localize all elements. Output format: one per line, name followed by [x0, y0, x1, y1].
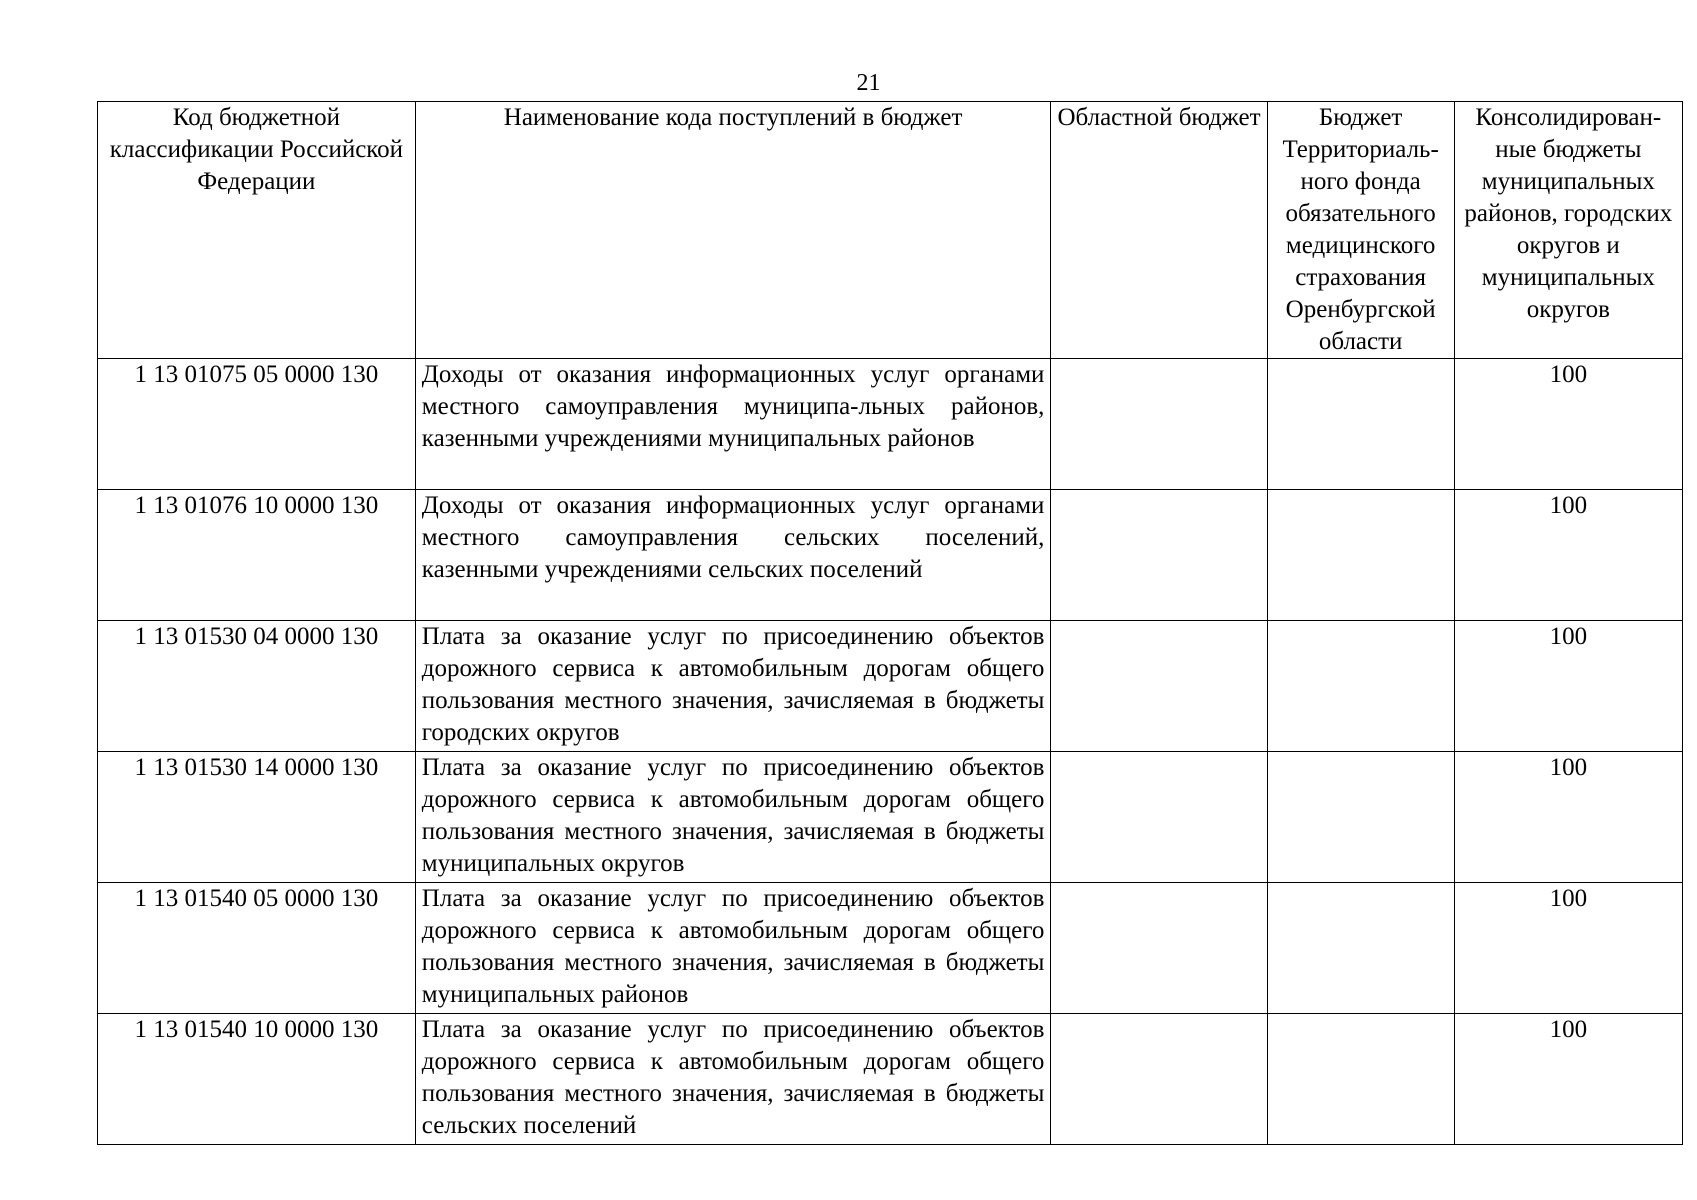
- header-tfoms-budget: Бюджет Территориаль-ного фонда обязательного медицинского страхования Оренбургской области: [1267, 102, 1454, 359]
- budget-code-cell: 1 13 01075 05 0000 130: [98, 359, 416, 490]
- consolidated-budget-cell: 100: [1454, 883, 1682, 1014]
- regional-budget-cell: [1051, 621, 1267, 752]
- table-row: [98, 752, 1683, 883]
- table-row: [98, 359, 1683, 490]
- regional-budget-cell: [1051, 490, 1267, 621]
- table-row: [98, 1014, 1683, 1145]
- consolidated-budget-cell: 100: [1454, 752, 1682, 883]
- table-row: [98, 621, 1683, 752]
- tfoms-budget-cell: [1267, 359, 1454, 490]
- budget-code-cell: 1 13 01530 14 0000 130: [98, 752, 416, 883]
- header-consolidated-budgets: Консолидирован-ные бюджеты муниципальных районов, городских округов и муниципальных округов: [1454, 102, 1682, 359]
- budget-revenue-table: [97, 101, 1683, 1145]
- regional-budget-cell: [1051, 1014, 1267, 1145]
- page-number: 21: [856, 70, 881, 96]
- table-row: [98, 490, 1683, 621]
- tfoms-budget-cell: [1267, 621, 1454, 752]
- regional-budget-cell: [1051, 883, 1267, 1014]
- budget-code-cell: 1 13 01076 10 0000 130: [98, 490, 416, 621]
- budget-code-cell: 1 13 01540 10 0000 130: [98, 1014, 416, 1145]
- consolidated-budget-cell: 100: [1454, 621, 1682, 752]
- budget-code-cell: 1 13 01530 04 0000 130: [98, 621, 416, 752]
- table-row: [98, 883, 1683, 1014]
- tfoms-budget-cell: [1267, 490, 1454, 621]
- header-revenue-name: Наименование кода поступлений в бюджет: [415, 102, 1051, 359]
- revenue-name-cell: Плата за оказание услуг по присоединению объектов дорожного сервиса к автомобильным дорогам общего пользования местного значения, зачисляемая в бюджеты городских округов: [415, 621, 1051, 752]
- consolidated-budget-cell: 100: [1454, 490, 1682, 621]
- header-budget-code: Код бюджетной классификации Российской Федерации: [98, 102, 416, 359]
- revenue-name-cell: Доходы от оказания информационных услуг органами местного самоуправления муниципа-льных районов, казенными учреждениями муниципальных районов: [415, 359, 1051, 490]
- revenue-name-cell: Плата за оказание услуг по присоединению объектов дорожного сервиса к автомобильным дорогам общего пользования местного значения, зачисляемая в бюджеты сельских поселений: [415, 1014, 1051, 1145]
- revenue-name-cell: Плата за оказание услуг по присоединению объектов дорожного сервиса к автомобильным дорогам общего пользования местного значения, зачисляемая в бюджеты муниципальных районов: [415, 883, 1051, 1014]
- header-regional-budget: Областной бюджет: [1051, 102, 1267, 359]
- revenue-name-cell: Доходы от оказания информационных услуг органами местного самоуправления сельских поселений, казенными учреждениями сельских поселений: [415, 490, 1051, 621]
- tfoms-budget-cell: [1267, 883, 1454, 1014]
- tfoms-budget-cell: [1267, 1014, 1454, 1145]
- consolidated-budget-cell: 100: [1454, 1014, 1682, 1145]
- budget-code-cell: 1 13 01540 05 0000 130: [98, 883, 416, 1014]
- regional-budget-cell: [1051, 752, 1267, 883]
- revenue-name-cell: Плата за оказание услуг по присоединению объектов дорожного сервиса к автомобильным дорогам общего пользования местного значения, зачисляемая в бюджеты муниципальных округов: [415, 752, 1051, 883]
- consolidated-budget-cell: 100: [1454, 359, 1682, 490]
- regional-budget-cell: [1051, 359, 1267, 490]
- tfoms-budget-cell: [1267, 752, 1454, 883]
- table-header-row: [98, 102, 1683, 359]
